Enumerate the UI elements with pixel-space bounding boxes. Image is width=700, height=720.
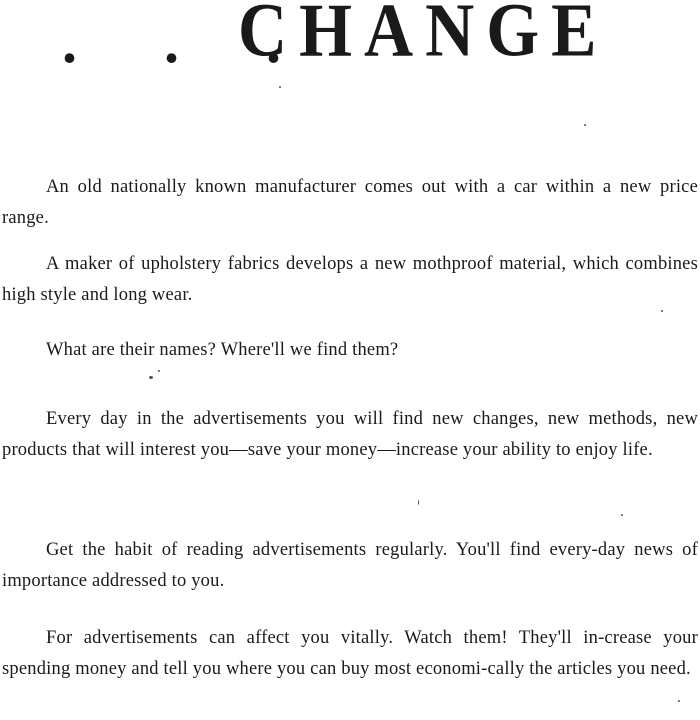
paragraph-upholstery-fabrics: A maker of upholstery fabrics develops a new mothproof material, which combines high style and long wear. bbox=[2, 254, 698, 305]
paragraph-advertisements-changes: Every day in the advertisements you will find new changes, new methods, new products that will interest you—save your money—increase your ability to enjoy life. bbox=[2, 409, 698, 460]
print-speck bbox=[279, 86, 281, 88]
print-speck bbox=[621, 514, 623, 516]
paragraph-reading-habit: Get the habit of reading advertisements regularly. You'll find every-day news of importance addressed to you. bbox=[2, 540, 698, 591]
print-speck bbox=[661, 310, 663, 312]
page-title: CHANGE bbox=[238, 0, 609, 73]
print-speck bbox=[584, 124, 586, 126]
print-speck bbox=[678, 700, 680, 702]
print-speck bbox=[158, 370, 160, 372]
page-heading bbox=[0, 0, 700, 75]
print-speck bbox=[418, 500, 419, 505]
paragraph-car-manufacturer: An old nationally known manufacturer comes out with a car within a new price range. bbox=[2, 177, 698, 228]
paragraph-watch-them: For advertisements can affect you vitally. Watch them! They'll in-crease your spending money and tell you where you can buy most economi-cally the articles you need. bbox=[2, 628, 698, 679]
paragraph-question: What are their names? Where'll we find them? bbox=[46, 340, 399, 360]
heading-ellipsis: . . . bbox=[62, 9, 317, 75]
print-speck bbox=[149, 376, 153, 379]
